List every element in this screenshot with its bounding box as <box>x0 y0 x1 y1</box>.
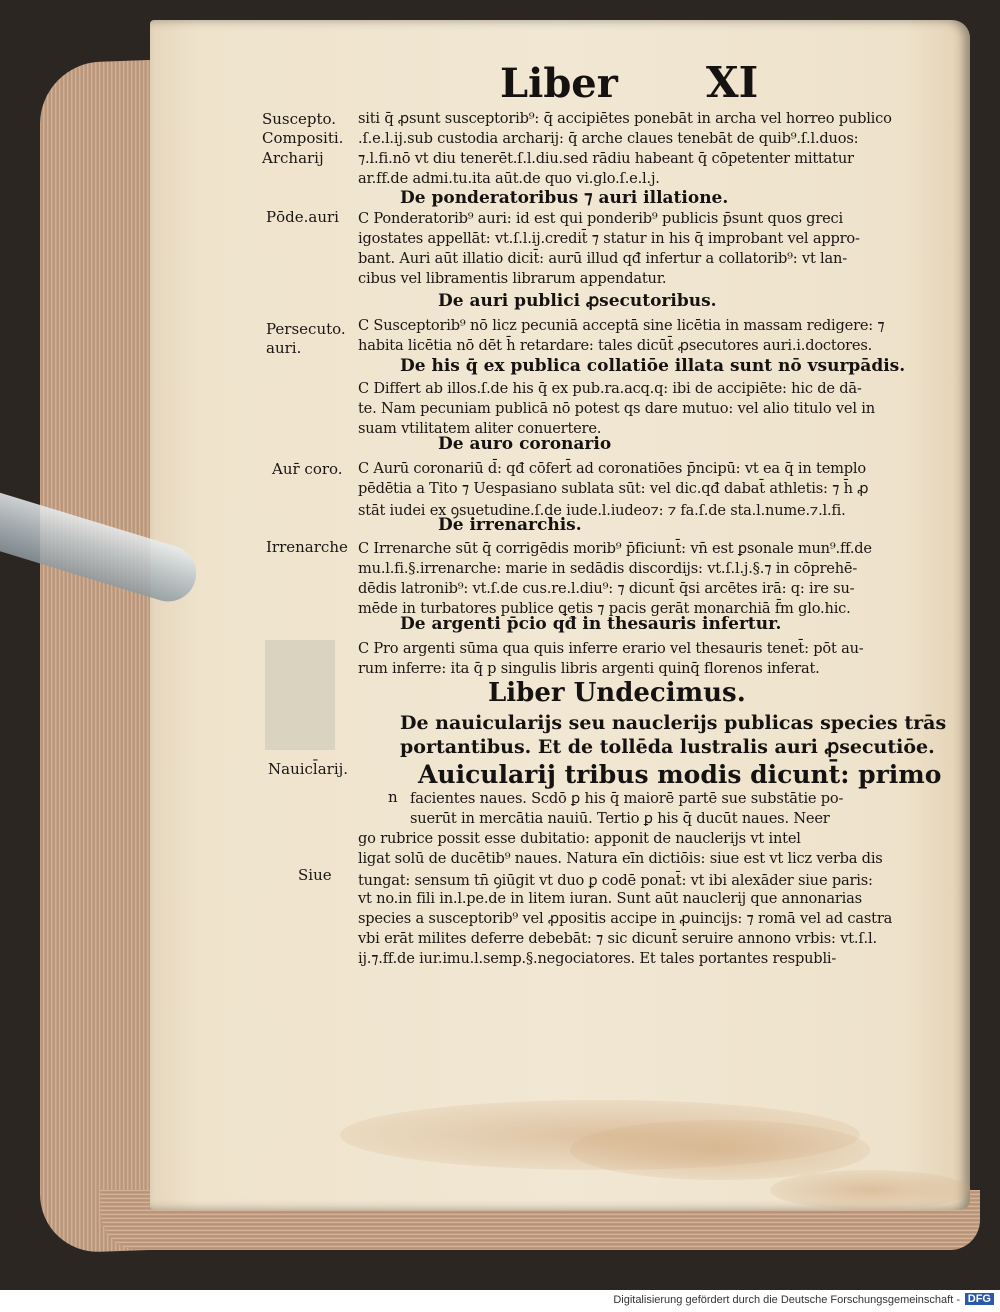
margin-note: auri. <box>266 339 302 357</box>
book-title-line: portantibus. Et de tollēda lustralis auri ꝓsecutiōe. <box>400 736 935 758</box>
bleed-through-marginalia <box>265 640 335 750</box>
margin-note: Pōde.auri <box>266 208 339 226</box>
running-title: Liber <box>500 60 618 107</box>
text-line: te. Nam pecuniam publicā nō potest qs dare mutuo: vel alio titulo vel in <box>358 400 875 417</box>
text-line: habita licētia nō dēt h̄ retardare: tales dicūt̄ ꝓsecutores auri.i.doctores. <box>358 337 873 354</box>
text-line: C Ponderatorib⁹ auri: id est qui ponderib⁹ publicis p̄sunt quos greci <box>358 210 843 227</box>
margin-note: Compositi. <box>262 129 344 147</box>
text-line: vbi erāt milites deferre debebāt: ⁊ sic dicunt̄ seruire annono vrbis: vt.ſ.l. <box>358 930 877 947</box>
text-line: siti q̄ ꝓsunt susceptorib⁹: q̄ accipiētes ponebāt in archa vel horreo publico <box>358 110 892 127</box>
water-stain <box>770 1170 970 1210</box>
section-heading: De ponderatoribus ⁊ auri illatione. <box>400 188 729 208</box>
funding-credit: Digitalisierung gefördert durch die Deutsche Forschungsgemeinschaft - <box>613 1294 960 1306</box>
margin-note: Suscepto. <box>262 110 337 128</box>
margin-note: n <box>388 788 398 806</box>
text-line: suerūt in mercātia nauiū. Tertio ꝑ his q̄ ducūt naues. Neer <box>410 810 830 827</box>
text-line: go rubrice possit esse dubitatio: apponit de nauclerijs vt intel <box>358 830 801 847</box>
text-line: bant. Auri aūt illatio dicit̄: aurū illud qđ infertur a collatorib⁹: vt lan- <box>358 250 847 267</box>
text-line: cibus vel libramentis librarum appendatur. <box>358 270 667 287</box>
text-line: rum inferre: ita q̄ p singulis libris argenti quinq̄ florenos inferat. <box>358 660 820 677</box>
section-heading: De irrenarchis. <box>438 515 582 535</box>
text-line: pēdētia a Tito ⁊ Uespasiano sublata sūt: vel dic.qđ dabat̄ athletis: ⁊ h̄ ꝓ <box>358 480 869 497</box>
text-line: species a susceptorib⁹ vel ꝓpositis accipe in ꝓuincijs: ⁊ romā vel ad castra <box>358 910 893 927</box>
margin-note: Nauicl̄arij. <box>268 760 349 778</box>
section-heading: De his q̄ ex publica collatiōe illata sunt nō vsurpādis. <box>400 356 906 376</box>
margin-note: Aur̄ coro. <box>272 460 343 478</box>
text-line: mēde in turbatores publice ꝗetis ⁊ pacis gerāt monarchiā f̄m glo.hic. <box>358 600 851 617</box>
footer-bar <box>0 1290 1000 1312</box>
initial-line: Auicularij tribus modis dicunt̄: primo <box>418 760 942 789</box>
text-line: ⁊.l.fi.nō vt diu tenerēt.ſ.l.diu.sed rādiu habeant q̄ cōpetenter mittatur <box>358 150 854 167</box>
text-line: ij.⁊.ff.de iur.imu.l.semp.§.negociatores. Et tales portantes respubli- <box>358 950 837 967</box>
text-line: suam vtilitatem aliter conuertere. <box>358 420 602 437</box>
book-heading: Liber Undecimus. <box>488 678 746 708</box>
text-line: stāt iudei ex ꝯsuetudine.ſ.de iude.l.iudeo⁊: ⁊ fa.ſ.de sta.l.nume.⁊.l.fi. <box>358 502 846 519</box>
margin-note: Persecuto. <box>266 320 346 338</box>
text-line: C Aurū coronariū d̄: qđ cōfert̄ ad coronatiōes p̄ncipū: vt ea q̄ in templo <box>358 460 866 477</box>
text-line: dēdis latronib⁹: vt.ſ.de cus.re.l.diu⁹: ⁊ dicunt̄ q̄si arcētes irā: q: ire su- <box>358 580 855 597</box>
text-line: igostates appellāt: vt.ſ.l.ij.credit̄ ⁊ statur in his q̄ improbant vel appro- <box>358 230 860 247</box>
text-line: ar.ff.de admi.tu.ita aūt.de quo vi.glo.ſ.e.l.j. <box>358 170 660 187</box>
text-line: .ſ.e.l.ij.sub custodia archarij: q̄ arche claues tenebāt de quib⁹.ſ.l.duos: <box>358 130 859 147</box>
section-heading: De auro coronario <box>438 434 612 454</box>
text-line: vt no.in fili in.l.pe.de in litem iuran. Sunt aūt nauclerij que annonarias <box>358 890 862 907</box>
text-line: tungat: sensum tn̄ ꝯiūgit vt duo ꝑ codē ponat̄: vt ibi alexāder siue paris: <box>358 872 873 889</box>
section-heading: De auri publici ꝓsecutoribus. <box>438 291 717 311</box>
water-stain <box>570 1120 870 1180</box>
text-line: C Pro argenti sūma qua quis inferre erario vel thesauris tenet̄: pōt au- <box>358 640 864 657</box>
text-line: ligat solū de ducētib⁹ naues. Natura eīn dictiōis: siue est vt licz verba dis <box>358 850 883 867</box>
text-line: C Susceptorib⁹ nō licz pecuniā acceptā sine licētia in massam redigere: ⁊ <box>358 317 885 334</box>
margin-note: Siue <box>298 866 332 884</box>
text-line: C Irrenarche sūt q̄ corrigēdis morib⁹ p̄ficiunt̄: vn̄ est ꝑsonale mun⁹.ff.de <box>358 540 872 557</box>
text-line: C Differt ab illos.ſ.de his q̄ ex pub.ra.acq.q: ibi de accipiēte: hic de dā- <box>358 380 862 397</box>
text-line: facientes naues. Scdō ꝑ his q̄ maiorē partē sue substātie po- <box>410 790 844 807</box>
dfg-logo: DFG <box>965 1293 994 1305</box>
text-line: mu.l.fi.§.irrenarche: marie in sedādis discordijs: vt.ſ.l.j.§.⁊ in cōprehē- <box>358 560 858 577</box>
book-title-line: De nauicularijs seu nauclerijs publicas species trās <box>400 712 947 734</box>
margin-note: Archarij <box>262 149 324 167</box>
margin-note: Irrenarche <box>266 538 348 556</box>
running-numeral: XI <box>706 58 759 107</box>
section-heading: De argenti p̄cio qđ in thesauris infertur. <box>400 614 782 634</box>
